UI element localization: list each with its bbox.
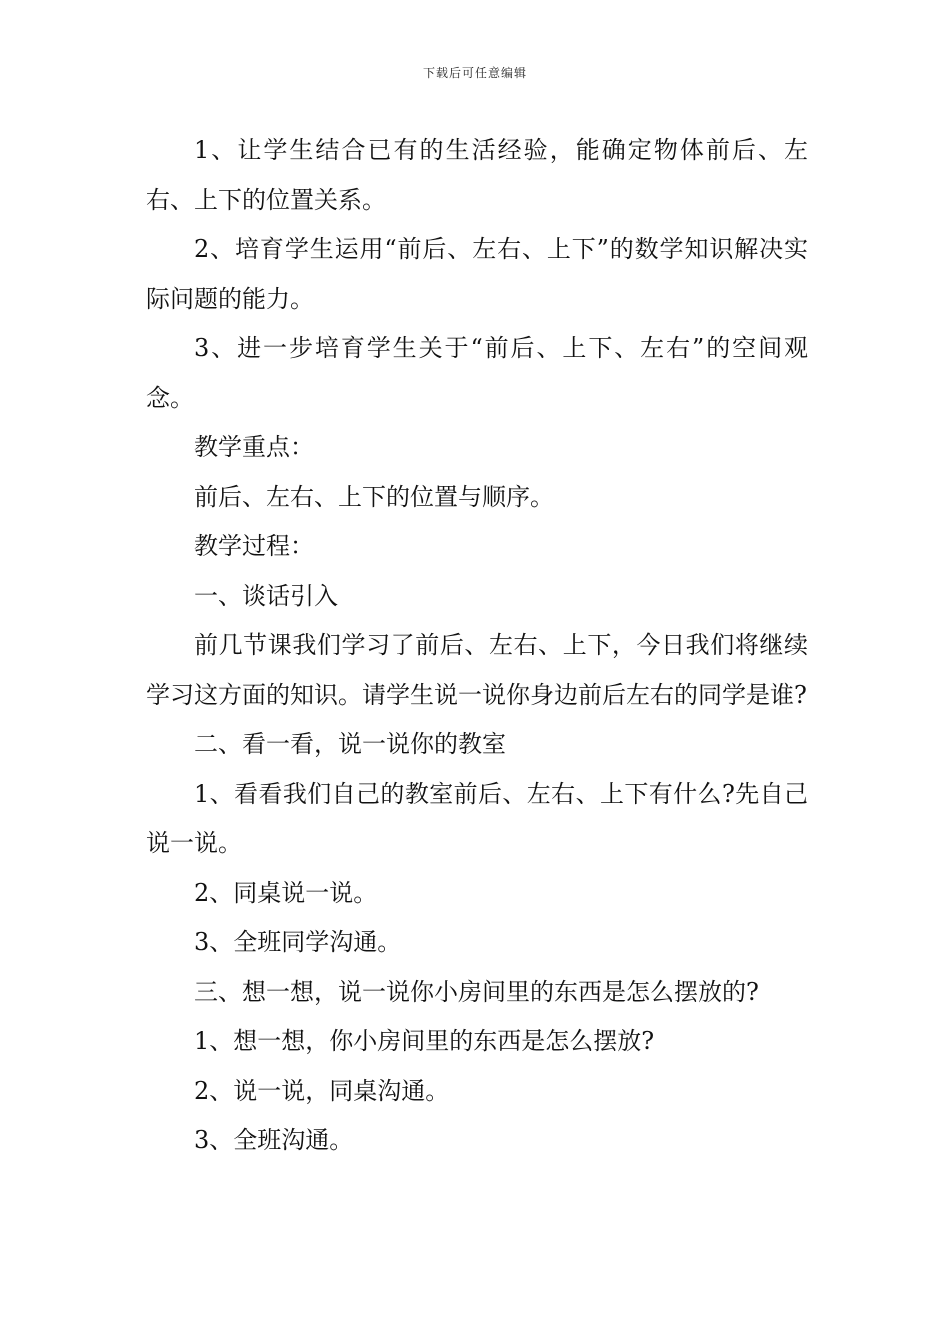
heading-process: 教学过程： [194, 532, 314, 560]
heading-section-2: 二、看一看，说一说你的教室 [194, 730, 506, 758]
paragraph-section-2-item-1: 1、看看我们自己的教室前后、左右、上下有什么?先自己说一说。 [146, 779, 808, 857]
paragraph-objective-3: 3、进一步培育学生关于“前后、上下、左右”的空间观念。 [146, 334, 808, 412]
paragraph-section-3-item-3: 3、全班沟通。 [194, 1126, 354, 1154]
paragraph-section-3-item-2: 2、说一说，同桌沟通。 [194, 1076, 450, 1105]
paragraph-key-points: 前后、左右、上下的位置与顺序。 [194, 482, 554, 511]
paragraph-section-1: 前几节课我们学习了前后、左右、上下，今日我们将继续学习这方面的知识。请学生说一说你身边前后左右的同学是谁? [146, 631, 808, 709]
heading-key-points: 教学重点： [194, 433, 314, 461]
paragraph-section-2-item-3: 3、全班同学沟通。 [194, 928, 402, 956]
paragraph-section-3-item-1: 1、想一想，你小房间里的东西是怎么摆放? [194, 1027, 655, 1055]
paragraph-section-2-item-2: 2、同桌说一说。 [194, 878, 378, 907]
heading-section-1: 一、谈话引入 [194, 581, 338, 610]
paragraph-objective-1: 1、让学生结合已有的生活经验，能确定物体前后、左右、上下的位置关系。 [146, 136, 808, 214]
document-body [146, 126, 808, 1166]
paragraph-objective-2: 2、培育学生运用“前后、左右、上下”的数学知识解决实际问题的能力。 [146, 235, 808, 313]
heading-section-3: 三、想一想，说一说你小房间里的东西是怎么摆放的? [194, 977, 759, 1006]
page-header: 下载后可任意编辑 [422, 66, 527, 80]
